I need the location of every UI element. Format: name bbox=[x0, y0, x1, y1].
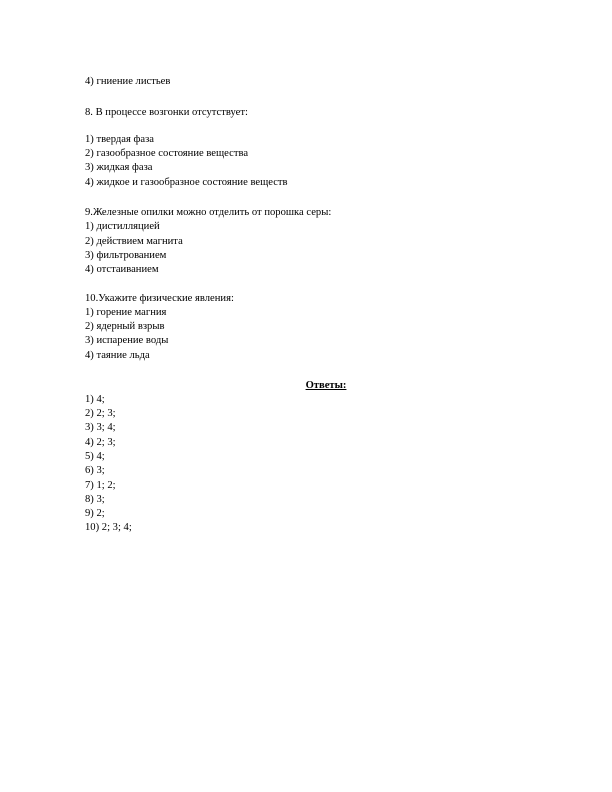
question10-title: 10.Укажите физические явления: bbox=[85, 293, 234, 304]
answer-item: 3) 3; 4; bbox=[85, 422, 116, 433]
question8-option-4: 4) жидкое и газообразное состояние веществ bbox=[85, 177, 288, 188]
answer-item: 9) 2; bbox=[85, 508, 105, 519]
answer-item: 10) 2; 3; 4; bbox=[85, 522, 132, 533]
question10-option-4: 4) таяние льда bbox=[85, 350, 150, 361]
question9-option-2: 2) действием магнита bbox=[85, 236, 183, 247]
answer-item: 2) 2; 3; bbox=[85, 408, 116, 419]
question10-option-3: 3) испарение воды bbox=[85, 335, 169, 346]
question8-option-2: 2) газообразное состояние вещества bbox=[85, 148, 249, 159]
answer-item: 7) 1; 2; bbox=[85, 480, 116, 491]
question9-option-1: 1) дистилляцией bbox=[85, 221, 160, 232]
answer-item: 4) 2; 3; bbox=[85, 437, 116, 448]
answer-item: 8) 3; bbox=[85, 494, 105, 505]
question8-option-1: 1) твердая фаза bbox=[85, 134, 154, 145]
answer-item: 6) 3; bbox=[85, 465, 105, 476]
question7-option-4: 4) гниение листьев bbox=[85, 76, 171, 87]
question8-option-3: 3) жидкая фаза bbox=[85, 162, 153, 173]
answer-item: 5) 4; bbox=[85, 451, 105, 462]
question9-option-4: 4) отстаиванием bbox=[85, 264, 159, 275]
question9-title: 9.Железные опилки можно отделить от порошка серы: bbox=[85, 207, 332, 218]
question8-title: 8. В процессе возгонки отсутствует: bbox=[85, 107, 248, 118]
question9-option-3: 3) фильтрованием bbox=[85, 250, 167, 261]
question10-option-2: 2) ядерный взрыв bbox=[85, 321, 165, 332]
answer-item: 1) 4; bbox=[85, 394, 105, 405]
question10-option-1: 1) горение магния bbox=[85, 307, 167, 318]
answers-heading: Ответы: bbox=[305, 380, 347, 391]
